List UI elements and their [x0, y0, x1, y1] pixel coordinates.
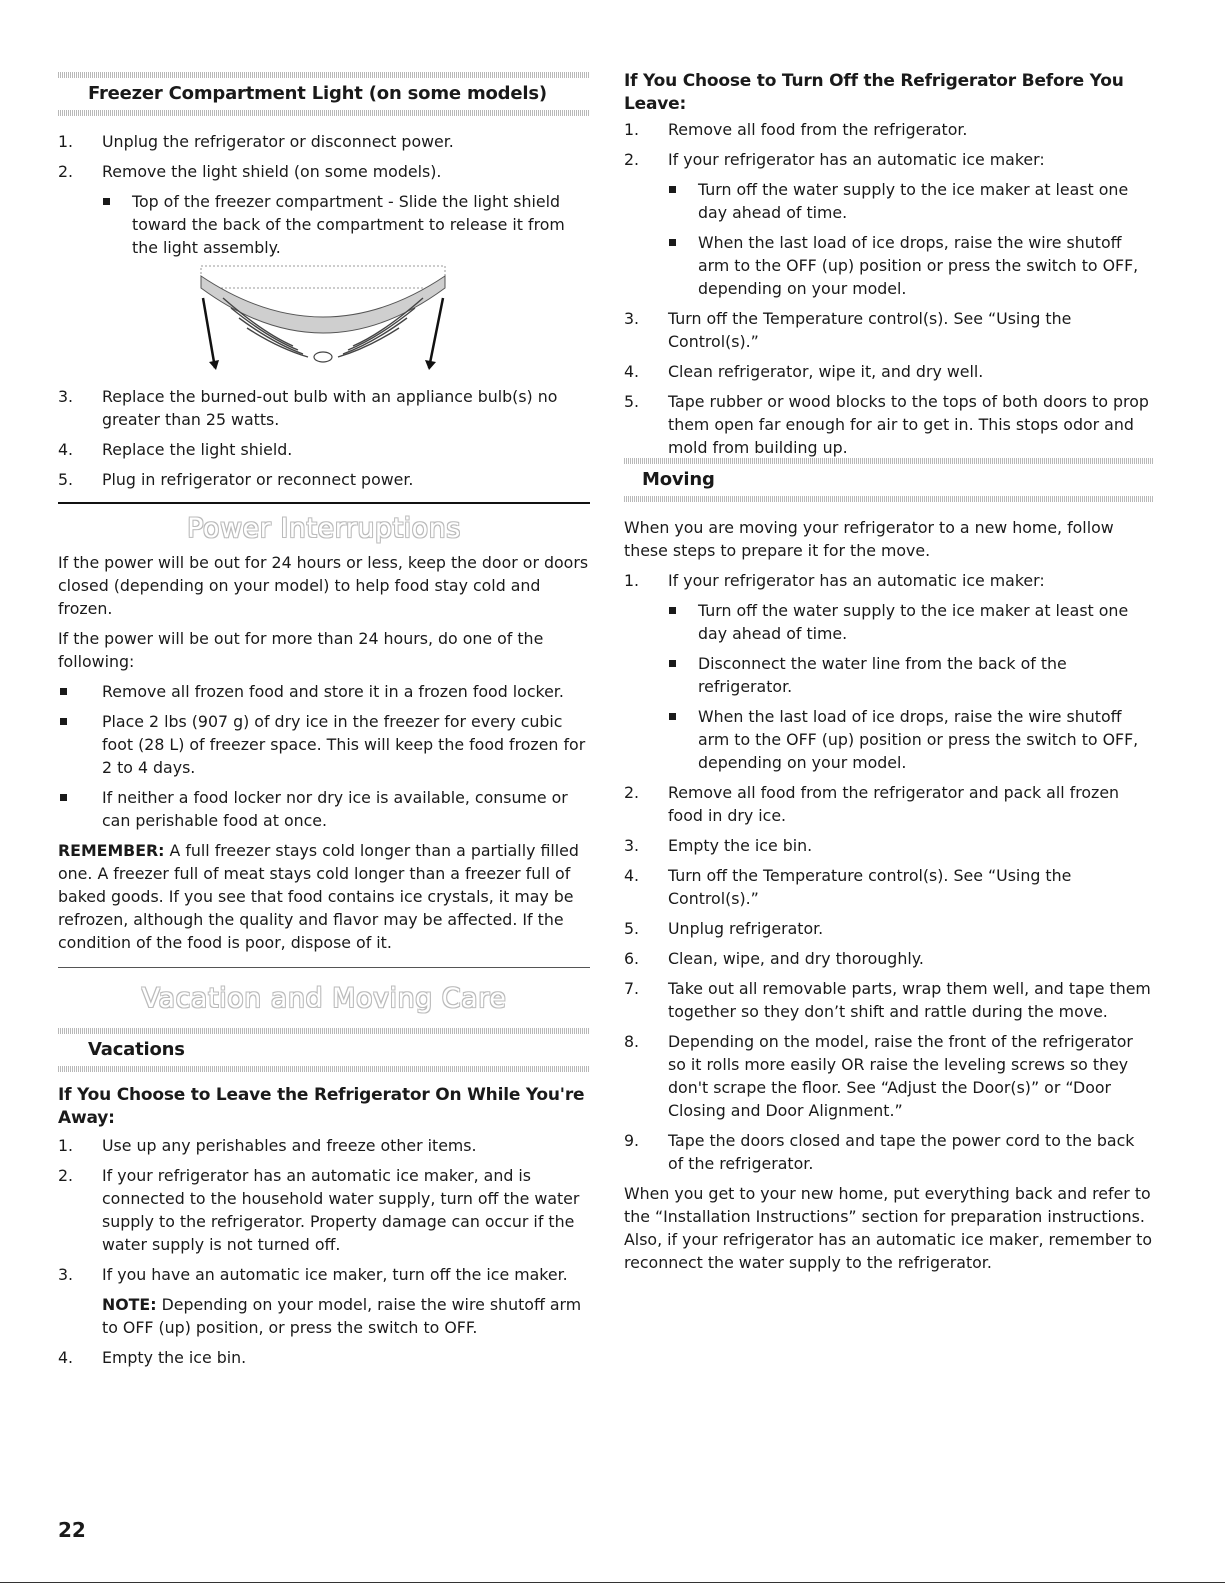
paragraph: When you get to your new home, put everything back and refer to the “Installation Instructions” section for preparation instructions. Also, if your refrigerator has an automatic ice maker, remember to reconnect the water supply to the refrigerator.: [624, 1184, 1153, 1272]
freezer-light-title: Freezer Compartment Light (on some models): [88, 83, 547, 104]
list-item: 1. Unplug the refrigerator or disconnect power.: [58, 132, 454, 151]
hatch-bottom: [58, 110, 590, 116]
list-item: 1. If your refrigerator has an automatic ice maker: Turn off the water supply to the ice maker at least one day ahead of time. Disconnect the water line from the back of the refrigerator. When the last load of ice drops, raise the wire shutoff arm to the OFF (up) position or press the switch to OFF, depending on your model.: [624, 569, 1154, 774]
vacations-title: Vacations: [88, 1039, 185, 1060]
moving-header: [624, 458, 1154, 502]
remember-paragraph: REMEMBER: A full freezer stays cold longer than a partially filled one. A freezer full of meat stays cold longer than a freezer full of baked goods. If you see that food contains ice crystals, it may be refrozen, although the quality and flavor may be affected. If the condition of the food is poor, dispose of it.: [58, 841, 579, 952]
power-interruptions-heading: Power Interruptions: [187, 513, 461, 544]
moving-title: Moving: [642, 469, 715, 490]
list-item: 4. Replace the light shield.: [58, 440, 293, 459]
light-shield-illustration: [193, 258, 453, 373]
list-item: 9. Tape the doors closed and tape the power cord to the back of the refrigerator.: [624, 1131, 1135, 1173]
list-item: 3. Empty the ice bin.: [624, 836, 813, 855]
moving-body: [624, 516, 1154, 1281]
list-item: 2. Remove the light shield (on some models). Top of the freezer compartment - Slide the light shield toward the back of the compartment to release it from the light assembly.: [58, 160, 590, 259]
list-item: 1. Remove all food from the refrigerator.: [624, 120, 968, 139]
note-paragraph: NOTE: Depending on your model, raise the wire shutoff arm to OFF (up) position, or press the switch to OFF.: [102, 1295, 582, 1337]
list-item: 5. Tape rubber or wood blocks to the tops of both doors to prop them open far enough for air to get in. This stops odor and mold from building up.: [624, 392, 1149, 457]
list-item: When the last load of ice drops, raise the wire shutoff arm to the OFF (up) position or press the switch to OFF, depending on your model.: [668, 231, 1154, 300]
paragraph: When you are moving your refrigerator to a new home, follow these steps to prepare it for the move.: [624, 518, 1114, 560]
list-item: 3. Turn off the Temperature control(s). See “Using the Control(s).”: [624, 309, 1072, 351]
paragraph: If the power will be out for more than 24 hours, do one of the following:: [58, 629, 544, 671]
leave-on-title: If You Choose to Leave the Refrigerator On While You're Away:: [58, 1085, 585, 1128]
list-item: 2. If your refrigerator has an automatic ice maker: Turn off the water supply to the ice maker at least one day ahead of time. When the last load of ice drops, raise the wire shutoff arm to the OFF (up) position or press the switch to OFF, depending on your model.: [624, 148, 1154, 300]
turn-off-title: If You Choose to Turn Off the Refrigerator Before You Leave:: [624, 71, 1124, 114]
list-item: Top of the freezer compartment - Slide the light shield toward the back of the compartment to release it from the light assembly.: [102, 190, 590, 259]
vacation-moving-heading: Vacation and Moving Care: [141, 983, 507, 1014]
vacations-header: [58, 1028, 590, 1072]
list-item: Turn off the water supply to the ice maker at least one day ahead of time.: [668, 599, 1154, 645]
list-item: 8. Depending on the model, raise the front of the refrigerator so it rolls more easily OR raise the leveling screws so they don't scrape the floor. See “Adjust the Door(s)” or “Door Closing and Door Alignment.”: [624, 1032, 1133, 1120]
list-item: 2. If your refrigerator has an automatic ice maker, and is connected to the household water supply, turn off the water supply to the refrigerator. Property damage can occur if the water supply is not turned off.: [58, 1166, 580, 1254]
leave-on-steps: [58, 1134, 590, 1376]
list-item: 4. Clean refrigerator, wipe it, and dry well.: [624, 362, 984, 381]
list-item: 2. Remove all food from the refrigerator and pack all frozen food in dry ice.: [624, 783, 1120, 825]
freezer-light-steps-after: [58, 385, 590, 498]
list-item: 7. Take out all removable parts, wrap them well, and tape them together so they don’t shift and rattle during the move.: [624, 979, 1151, 1021]
page-number: 22: [58, 1518, 86, 1542]
list-item: If neither a food locker nor dry ice is available, consume or can perishable food at once.: [58, 786, 590, 832]
list-item: 3. Replace the burned-out bulb with an appliance bulb(s) no greater than 25 watts.: [58, 387, 558, 429]
list-item: Remove all frozen food and store it in a frozen food locker.: [58, 680, 590, 703]
list-item: 3. If you have an automatic ice maker, turn off the ice maker.: [58, 1265, 568, 1284]
light-shield-drawing: [193, 258, 453, 373]
hatch-bottom: [58, 1066, 590, 1072]
freezer-light-header: [58, 72, 590, 116]
list-item: 5. Plug in refrigerator or reconnect power.: [58, 470, 414, 489]
page-bottom-border: [0, 1582, 1225, 1583]
section-divider: [58, 967, 590, 968]
list-item: Disconnect the water line from the back of the refrigerator.: [668, 652, 1154, 698]
list-item: When the last load of ice drops, raise the wire shutoff arm to the OFF (up) position or press the switch to OFF, depending on your model.: [668, 705, 1154, 774]
list-item: Turn off the water supply to the ice maker at least one day ahead of time.: [668, 178, 1154, 224]
hatch-bottom: [624, 496, 1154, 502]
list-item: 4. Turn off the Temperature control(s). See “Using the Control(s).”: [624, 866, 1072, 908]
list-item: Place 2 lbs (907 g) of dry ice in the freezer for every cubic foot (28 L) of freezer space. This will keep the food frozen for 2 to 4 days.: [58, 710, 590, 779]
freezer-light-steps: [58, 130, 590, 266]
paragraph: If the power will be out for 24 hours or less, keep the door or doors closed (depending on your model) to help food stay cold and frozen.: [58, 553, 589, 618]
list-item: 4. Empty the ice bin.: [58, 1348, 247, 1367]
section-divider: [58, 502, 590, 504]
turn-off-steps: [624, 118, 1154, 466]
power-interruptions-body: [58, 551, 590, 961]
list-item: 5. Unplug refrigerator.: [624, 919, 824, 938]
list-item: 6. Clean, wipe, and dry thoroughly.: [624, 949, 924, 968]
list-item: 1. Use up any perishables and freeze other items.: [58, 1136, 477, 1155]
